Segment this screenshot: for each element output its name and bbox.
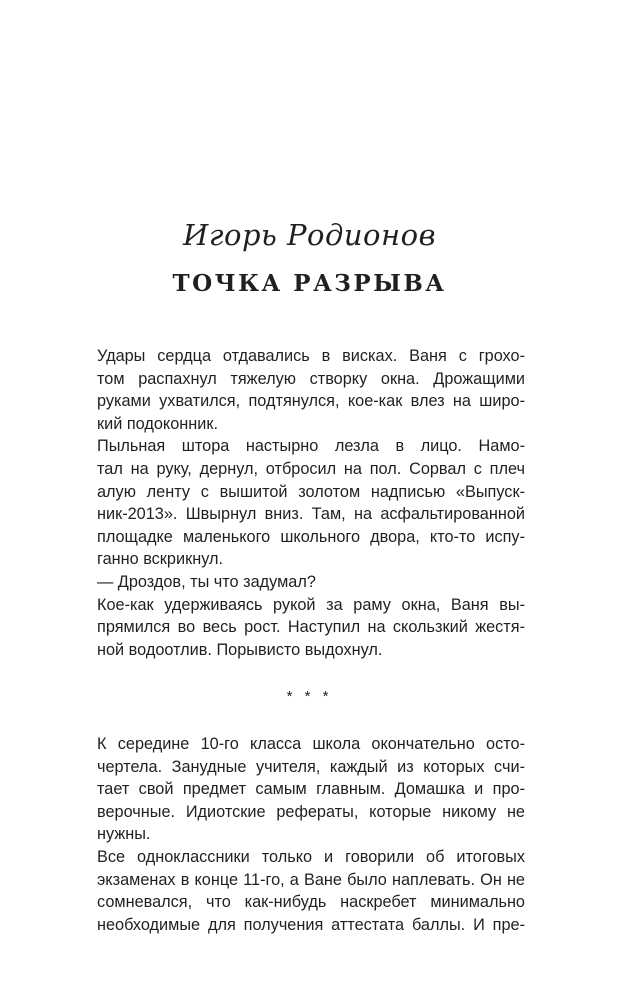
text-line: алую ленту с вышитой золотом надписью «Выпуск- — [97, 482, 525, 501]
text-line: необходимые для получения аттестата баллы. И пре- — [97, 915, 525, 934]
text-line: ник-2013». Швырнул вниз. Там, на асфальтированной — [97, 505, 525, 524]
text-line: Удары сердца отдавались в висках. Ваня с грохо- — [97, 347, 525, 365]
text-line: тает свой предмет самым главным. Домашка и про- — [97, 780, 525, 799]
text-line: Пыльная штора настырно лезла в лицо. Намо- — [97, 437, 525, 456]
author-name: Игорь Родионов — [183, 218, 436, 252]
text-line: К середине 10-го класса школа окончательно осто- — [97, 735, 525, 753]
text-line: ганно вскрикнул. — [97, 550, 223, 569]
text-line: чертела. Занудные учителя, каждый из которых счи- — [97, 757, 525, 776]
text-line: Кое-как удерживаясь рукой за раму окна, Ваня вы- — [97, 595, 525, 614]
text-line: площадке маленького школьного двора, кто-то испу- — [97, 527, 525, 546]
text-line: верочные. Идиотские рефераты, которые никому не — [97, 802, 525, 821]
text-line: руками ухватился, подтянулся, кое-как влез на широ- — [97, 392, 525, 411]
text-block-1 — [97, 345, 525, 661]
text-line: том распахнул тяжелую створку окна. Дрожащими — [97, 369, 525, 388]
text-line: экзаменах в конце 11-го, а Ване было наплевать. Он не — [97, 870, 525, 889]
text-line: прямился во весь рост. Наступил на скользкий жестя- — [97, 618, 525, 637]
text-block-2 — [97, 733, 525, 936]
text-line: — Дроздов, ты что задумал? — [97, 572, 316, 591]
text-line: сомневался, что как-нибудь наскребет минимально — [97, 893, 525, 912]
section-separator: * * * — [286, 688, 333, 705]
text-line: Все одноклассники только и говорили об итоговых — [97, 847, 525, 866]
text-line: ной водоотлив. Порывисто выдохнул. — [97, 640, 383, 659]
text-line: тал на руку, дернул, отбросил на пол. Сорвал с плеч — [97, 459, 525, 478]
text-line: нужны. — [97, 825, 151, 844]
text-line: кий подоконник. — [97, 414, 218, 433]
chapter-title: ТОЧКА РАЗРЫВА — [172, 270, 447, 297]
